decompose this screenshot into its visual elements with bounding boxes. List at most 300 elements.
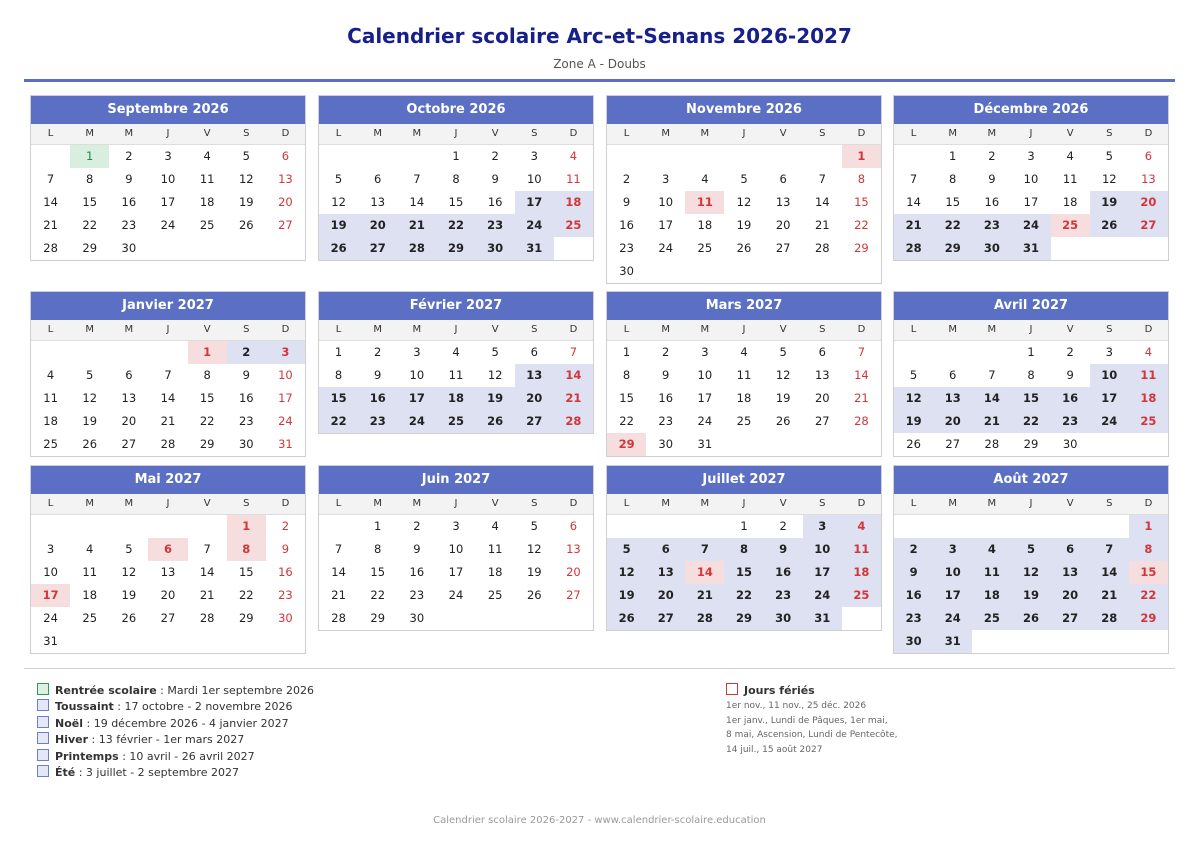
day-cell: 3 <box>1027 149 1035 163</box>
weekday-label: D <box>569 128 578 139</box>
day-cell: 14 <box>685 561 724 584</box>
weekday-label: M <box>700 128 710 139</box>
day-cell: 17 <box>160 195 176 209</box>
holidays-line: 14 juil., 15 août 2027 <box>726 744 823 755</box>
empty-cell <box>894 145 933 168</box>
day-cell: 24 <box>397 410 436 433</box>
day-cell: 16 <box>278 565 293 579</box>
day-cell: 23 <box>619 241 634 255</box>
day-cell: 29 <box>370 611 386 625</box>
day-cell: 31 <box>1011 237 1050 260</box>
day-cell: 6 <box>148 538 187 561</box>
month-calendar <box>318 95 594 261</box>
day-cell: 25 <box>1051 214 1090 237</box>
weekday-label: D <box>569 498 578 509</box>
day-cell: 26 <box>736 241 752 255</box>
empty-cell <box>724 145 763 168</box>
weekday-label: J <box>166 324 170 335</box>
day-cell: 15 <box>1011 387 1050 410</box>
day-cell: 2 <box>125 149 133 163</box>
day-cell: 29 <box>82 241 98 255</box>
legend-detail: : 3 juillet - 2 septembre 2027 <box>75 765 239 779</box>
day-cell: 12 <box>736 195 752 209</box>
top-divider <box>24 79 1175 82</box>
day-cell: 22 <box>199 414 215 428</box>
day-cell: 11 <box>972 561 1011 584</box>
day-cell: 25 <box>1129 410 1168 433</box>
legend-item <box>37 716 314 732</box>
day-cell: 27 <box>814 414 830 428</box>
day-cell: 4 <box>86 542 94 556</box>
day-cell: 13 <box>814 368 830 382</box>
day-cell: 11 <box>199 172 215 186</box>
day-cell: 5 <box>1105 149 1113 163</box>
day-cell: 30 <box>658 437 674 451</box>
month-title: Février 2027 <box>319 292 593 320</box>
day-cell: 6 <box>779 172 787 186</box>
day-cell: 4 <box>740 345 748 359</box>
day-cell: 5 <box>1011 538 1050 561</box>
empty-cell <box>70 515 109 538</box>
day-cell: 17 <box>515 191 554 214</box>
day-cell: 24 <box>803 584 842 607</box>
legend-swatch-icon <box>37 749 49 761</box>
day-cell: 19 <box>775 391 791 405</box>
day-cell: 27 <box>1051 607 1090 630</box>
day-cell: 28 <box>397 237 436 260</box>
weekday-label: M <box>987 498 997 509</box>
day-cell: 7 <box>334 542 343 556</box>
day-cell: 14 <box>160 391 176 405</box>
day-cell: 2 <box>1066 345 1074 359</box>
day-cell: 25 <box>972 607 1011 630</box>
day-cell: 20 <box>160 588 176 602</box>
day-cell: 16 <box>121 195 137 209</box>
day-cell: 19 <box>319 214 358 237</box>
day-cell: 22 <box>82 218 98 232</box>
day-cell: 17 <box>1090 387 1129 410</box>
empty-cell <box>764 145 803 168</box>
month-title: Décembre 2026 <box>894 96 1168 124</box>
day-cell: 20 <box>775 218 791 232</box>
weekday-label: L <box>47 324 54 335</box>
day-cell: 16 <box>487 195 503 209</box>
weekday-label: M <box>661 498 671 509</box>
legend <box>37 683 314 781</box>
day-cell: 4 <box>46 368 55 382</box>
day-cell: 29 <box>1023 437 1039 451</box>
day-cell: 3 <box>530 149 538 163</box>
day-cell: 10 <box>278 368 293 382</box>
day-cell: 15 <box>1129 561 1168 584</box>
legend-detail: : 19 décembre 2026 - 4 janvier 2027 <box>83 716 289 730</box>
weekday-header <box>319 124 593 145</box>
holiday-swatch-icon <box>726 683 738 695</box>
weekday-header <box>607 124 881 145</box>
day-cell: 24 <box>160 218 176 232</box>
day-cell: 7 <box>164 368 172 382</box>
day-cell: 28 <box>814 241 830 255</box>
day-cell: 25 <box>554 214 593 237</box>
day-cell: 13 <box>515 364 554 387</box>
day-cell: 30 <box>278 611 293 625</box>
day-cell: 25 <box>82 611 98 625</box>
day-cell: 13 <box>775 195 791 209</box>
day-cell: 20 <box>278 195 293 209</box>
day-cell: 21 <box>894 214 933 237</box>
legend-label: Hiver <box>55 733 89 747</box>
day-cell: 9 <box>988 172 996 186</box>
day-cell: 23 <box>278 588 293 602</box>
empty-cell <box>646 515 685 538</box>
weekday-label: D <box>1144 128 1153 139</box>
day-cell: 19 <box>894 410 933 433</box>
empty-cell <box>188 515 227 538</box>
day-cell: 17 <box>31 584 70 607</box>
day-cell: 8 <box>227 538 266 561</box>
day-cell: 20 <box>358 214 397 237</box>
day-cell: 4 <box>491 519 499 533</box>
weekday-label: S <box>243 128 250 139</box>
day-cell: 4 <box>972 538 1011 561</box>
weekday-label: D <box>857 498 866 509</box>
day-cell: 7 <box>909 172 918 186</box>
day-cell: 8 <box>724 538 763 561</box>
day-cell: 21 <box>814 218 830 232</box>
day-cell: 10 <box>697 368 713 382</box>
day-cell: 9 <box>125 172 133 186</box>
day-cell: 27 <box>358 237 397 260</box>
legend-detail: : 10 avril - 26 avril 2027 <box>118 749 255 763</box>
day-cell: 1 <box>1129 515 1168 538</box>
day-cell: 21 <box>199 588 215 602</box>
day-cell: 26 <box>82 437 98 451</box>
day-cell: 17 <box>1023 195 1039 209</box>
weekday-label: S <box>819 324 826 335</box>
legend-swatch-icon <box>37 716 49 728</box>
month-title: Mars 2027 <box>607 292 881 320</box>
day-cell: 2 <box>374 345 382 359</box>
days-grid <box>319 515 593 630</box>
day-cell: 24 <box>658 241 674 255</box>
day-cell: 21 <box>43 218 58 232</box>
day-cell: 12 <box>121 565 137 579</box>
bottom-divider <box>24 668 1175 669</box>
weekday-label: L <box>910 324 917 335</box>
empty-cell <box>646 145 685 168</box>
weekday-label: S <box>531 324 538 335</box>
day-cell: 28 <box>331 611 346 625</box>
day-cell: 5 <box>607 538 646 561</box>
day-cell: 15 <box>238 565 254 579</box>
day-cell: 19 <box>526 565 542 579</box>
day-cell: 12 <box>607 561 646 584</box>
day-cell: 5 <box>334 172 343 186</box>
day-cell: 26 <box>121 611 137 625</box>
legend-item <box>37 749 314 765</box>
day-cell: 30 <box>1062 437 1078 451</box>
day-cell: 15 <box>619 391 634 405</box>
weekday-label: M <box>412 498 422 509</box>
empty-cell <box>358 145 397 168</box>
days-grid <box>894 515 1168 653</box>
day-cell: 3 <box>662 172 670 186</box>
day-cell: 28 <box>685 607 724 630</box>
day-cell: 23 <box>1051 410 1090 433</box>
day-cell: 5 <box>740 172 748 186</box>
weekday-label: V <box>779 498 787 509</box>
day-cell: 1 <box>227 515 266 538</box>
day-cell: 12 <box>1011 561 1050 584</box>
day-cell: 6 <box>949 368 957 382</box>
day-cell: 4 <box>569 149 578 163</box>
day-cell: 8 <box>1129 538 1168 561</box>
weekday-label: J <box>454 128 458 139</box>
day-cell: 6 <box>1144 149 1153 163</box>
day-cell: 11 <box>1129 364 1168 387</box>
weekday-label: M <box>987 128 997 139</box>
day-cell: 15 <box>945 195 961 209</box>
day-cell: 20 <box>515 387 554 410</box>
day-cell: 1 <box>452 149 460 163</box>
day-cell: 5 <box>86 368 94 382</box>
day-cell: 11 <box>685 191 724 214</box>
day-cell: 25 <box>487 588 503 602</box>
days-grid <box>607 515 881 630</box>
day-cell: 6 <box>281 149 290 163</box>
day-cell: 31 <box>515 237 554 260</box>
weekday-label: V <box>491 324 499 335</box>
weekday-label: J <box>166 128 170 139</box>
month-title: Avril 2027 <box>894 292 1168 320</box>
day-cell: 19 <box>736 218 752 232</box>
day-cell: 31 <box>278 437 293 451</box>
day-cell: 28 <box>894 237 933 260</box>
day-cell: 29 <box>724 607 763 630</box>
day-cell: 30 <box>409 611 425 625</box>
empty-cell <box>803 145 842 168</box>
weekday-label: L <box>910 128 917 139</box>
day-cell: 15 <box>82 195 98 209</box>
day-cell: 28 <box>854 414 869 428</box>
legend-detail: : 17 octobre - 2 novembre 2026 <box>113 700 293 714</box>
day-cell: 2 <box>491 149 499 163</box>
day-cell: 16 <box>1051 387 1090 410</box>
day-cell: 9 <box>491 172 499 186</box>
weekday-label: J <box>742 324 746 335</box>
day-cell: 22 <box>319 410 358 433</box>
day-cell: 26 <box>238 218 254 232</box>
day-cell: 12 <box>775 368 791 382</box>
day-cell: 1 <box>740 519 748 533</box>
month-title: Juillet 2027 <box>607 466 881 494</box>
empty-cell <box>109 515 148 538</box>
day-cell: 3 <box>164 149 172 163</box>
day-cell: 21 <box>854 391 869 405</box>
day-cell: 8 <box>86 172 94 186</box>
day-cell: 24 <box>697 414 713 428</box>
day-cell: 22 <box>1129 584 1168 607</box>
day-cell: 2 <box>622 172 631 186</box>
day-cell: 13 <box>121 391 137 405</box>
day-cell: 19 <box>607 584 646 607</box>
day-cell: 25 <box>43 437 58 451</box>
weekday-header <box>319 494 593 515</box>
day-cell: 16 <box>619 218 634 232</box>
day-cell: 30 <box>476 237 515 260</box>
day-cell: 15 <box>724 561 763 584</box>
day-cell: 22 <box>933 214 972 237</box>
day-cell: 8 <box>622 368 631 382</box>
day-cell: 14 <box>972 387 1011 410</box>
day-cell: 10 <box>448 542 464 556</box>
day-cell: 8 <box>374 542 382 556</box>
day-cell: 27 <box>945 437 961 451</box>
day-cell: 21 <box>1090 584 1129 607</box>
weekday-label: M <box>412 128 422 139</box>
day-cell: 27 <box>566 588 581 602</box>
legend-label: Toussaint <box>55 700 114 714</box>
day-cell: 5 <box>909 368 918 382</box>
day-cell: 24 <box>515 214 554 237</box>
day-cell: 18 <box>972 584 1011 607</box>
day-cell: 11 <box>487 542 503 556</box>
day-cell: 18 <box>842 561 881 584</box>
holidays-legend <box>726 683 898 757</box>
day-cell: 20 <box>933 410 972 433</box>
day-cell: 11 <box>1062 172 1078 186</box>
day-cell: 13 <box>370 195 386 209</box>
weekday-label: S <box>531 128 538 139</box>
day-cell: 5 <box>779 345 787 359</box>
day-cell: 26 <box>906 437 921 451</box>
day-cell: 15 <box>199 391 215 405</box>
day-cell: 24 <box>1011 214 1050 237</box>
day-cell: 9 <box>622 195 631 209</box>
legend-item <box>37 683 314 699</box>
days-grid <box>319 341 593 433</box>
day-cell: 9 <box>242 368 250 382</box>
empty-cell <box>933 341 972 364</box>
legend-swatch-icon <box>37 699 49 711</box>
day-cell: 9 <box>413 542 421 556</box>
day-cell: 20 <box>646 584 685 607</box>
empty-cell <box>1011 515 1050 538</box>
weekday-label: J <box>454 498 458 509</box>
weekday-label: L <box>335 128 342 139</box>
weekday-label: S <box>243 324 250 335</box>
day-cell: 24 <box>278 414 293 428</box>
weekday-header <box>31 320 305 341</box>
day-cell: 1 <box>622 345 631 359</box>
day-cell: 17 <box>397 387 436 410</box>
day-cell: 21 <box>331 588 346 602</box>
day-cell: 18 <box>487 565 503 579</box>
weekday-label: L <box>335 324 342 335</box>
day-cell: 10 <box>526 172 542 186</box>
day-cell: 12 <box>331 195 346 209</box>
day-cell: 12 <box>487 368 503 382</box>
day-cell: 13 <box>160 565 176 579</box>
day-cell: 3 <box>266 341 305 364</box>
days-grid <box>607 341 881 456</box>
day-cell: 11 <box>448 368 464 382</box>
day-cell: 6 <box>646 538 685 561</box>
days-grid <box>319 145 593 260</box>
weekday-label: M <box>661 128 671 139</box>
day-cell: 29 <box>238 611 254 625</box>
day-cell: 13 <box>646 561 685 584</box>
day-cell: 28 <box>554 410 593 433</box>
weekday-label: D <box>857 324 866 335</box>
month-calendar <box>318 465 594 631</box>
footer: Calendrier scolaire 2026-2027 - www.calendrier-scolaire.education <box>433 815 766 826</box>
day-cell: 10 <box>1023 172 1039 186</box>
month-title: Septembre 2026 <box>31 96 305 124</box>
month-title: Juin 2027 <box>319 466 593 494</box>
weekday-header <box>31 494 305 515</box>
day-cell: 23 <box>358 410 397 433</box>
empty-cell <box>319 145 358 168</box>
day-cell: 9 <box>1066 368 1074 382</box>
day-cell: 18 <box>43 414 58 428</box>
day-cell: 7 <box>988 368 996 382</box>
day-cell: 11 <box>566 172 581 186</box>
weekday-label: M <box>124 128 134 139</box>
weekday-label: M <box>948 498 958 509</box>
weekday-header <box>894 320 1168 341</box>
weekday-label: V <box>203 128 211 139</box>
day-cell: 14 <box>906 195 921 209</box>
empty-cell <box>1051 515 1090 538</box>
empty-cell <box>894 341 933 364</box>
month-title: Août 2027 <box>894 466 1168 494</box>
day-cell: 25 <box>736 414 752 428</box>
day-cell: 23 <box>972 214 1011 237</box>
day-cell: 13 <box>933 387 972 410</box>
empty-cell <box>319 515 358 538</box>
weekday-label: L <box>47 498 54 509</box>
day-cell: 16 <box>658 391 674 405</box>
day-cell: 6 <box>1051 538 1090 561</box>
day-cell: 10 <box>409 368 425 382</box>
day-cell: 22 <box>1011 410 1050 433</box>
weekday-label: D <box>857 128 866 139</box>
weekday-label: M <box>124 324 134 335</box>
day-cell: 13 <box>1141 172 1156 186</box>
day-cell: 13 <box>566 542 581 556</box>
empty-cell <box>972 341 1011 364</box>
empty-cell <box>148 515 187 538</box>
empty-cell <box>607 515 646 538</box>
day-cell: 14 <box>854 368 869 382</box>
day-cell: 9 <box>894 561 933 584</box>
day-cell: 3 <box>933 538 972 561</box>
day-cell: 1 <box>70 145 109 168</box>
day-cell: 21 <box>554 387 593 410</box>
weekday-label: J <box>454 324 458 335</box>
day-cell: 3 <box>413 345 421 359</box>
day-cell: 27 <box>278 218 293 232</box>
month-calendar <box>893 95 1169 261</box>
month-calendar <box>606 291 882 457</box>
empty-cell <box>31 341 70 364</box>
weekday-label: L <box>623 498 630 509</box>
day-cell: 18 <box>82 588 98 602</box>
day-cell: 24 <box>933 607 972 630</box>
day-cell: 26 <box>526 588 542 602</box>
day-cell: 23 <box>894 607 933 630</box>
